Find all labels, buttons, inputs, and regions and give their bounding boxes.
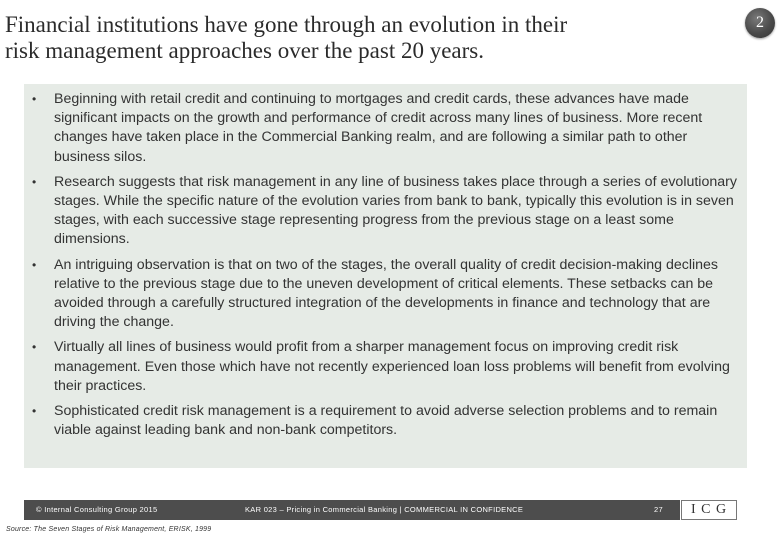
bullet-item	[24, 338, 747, 396]
bullet-item	[24, 256, 747, 333]
bullet-list	[24, 84, 747, 440]
bullet-text: Sophisticated credit risk management is a requirement to avoid adverse selection problems and to remain viable against leading bank and non-bank competitors.	[54, 403, 718, 439]
bullet-dot-icon: •	[32, 340, 37, 355]
bullet-text: Beginning with retail credit and continuing to mortgages and credit cards, these advances have made significant impacts on the growth and performance of credit across many lines of business. More recent changes have taken place in the Commercial Banking realm, and are following a similar path to other business silos.	[54, 91, 703, 165]
bullet-dot-icon: •	[32, 257, 37, 272]
bullet-dot-icon: •	[32, 92, 37, 106]
bullet-item	[24, 173, 747, 250]
bullet-item	[24, 402, 747, 440]
page-number-badge: 2	[745, 8, 775, 38]
content-panel	[24, 84, 747, 468]
bullet-text: Virtually all lines of business would profit from a sharper management focus on improving credit risk management. Even those which have not recently experienced loan loss problems will benefit from evolving their practices.	[54, 339, 730, 394]
footer-copyright: © Internal Consulting Group 2015	[36, 505, 158, 514]
bullet-dot-icon: •	[32, 404, 37, 419]
footer-page-number: 27	[654, 505, 663, 514]
title-line-1: Financial institutions have gone through an evolution in their	[5, 12, 568, 37]
footer-bar	[24, 500, 680, 520]
icg-logo: I C G	[681, 500, 737, 520]
bullet-item	[24, 90, 747, 167]
slide-title	[5, 12, 705, 64]
bullet-text: An intriguing observation is that on two of the stages, the overall quality of credit decision-making declines relative to the previous stage due to the uneven development of critical elements. These setbacks can be avoided through a carefully structured integration of the developments in finance and technology that are driving the change.	[54, 256, 719, 331]
title-line-2: risk management approaches over the past 20 years.	[5, 38, 484, 63]
bullet-dot-icon: •	[32, 174, 37, 189]
source-note: Source: The Seven Stages of Risk Management, ERISK, 1999	[6, 526, 212, 533]
footer-document-info: KAR 023 – Pricing in Commercial Banking | COMMERCIAL IN CONFIDENCE	[245, 505, 524, 514]
bullet-text: Research suggests that risk management in any line of business takes place through a series of evolutionary stages. While the specific nature of the evolution varies from bank to bank, typically this evolution is in seven stages, with each successive stage representing progress from the previous stage on a least some dimensions.	[54, 173, 737, 248]
